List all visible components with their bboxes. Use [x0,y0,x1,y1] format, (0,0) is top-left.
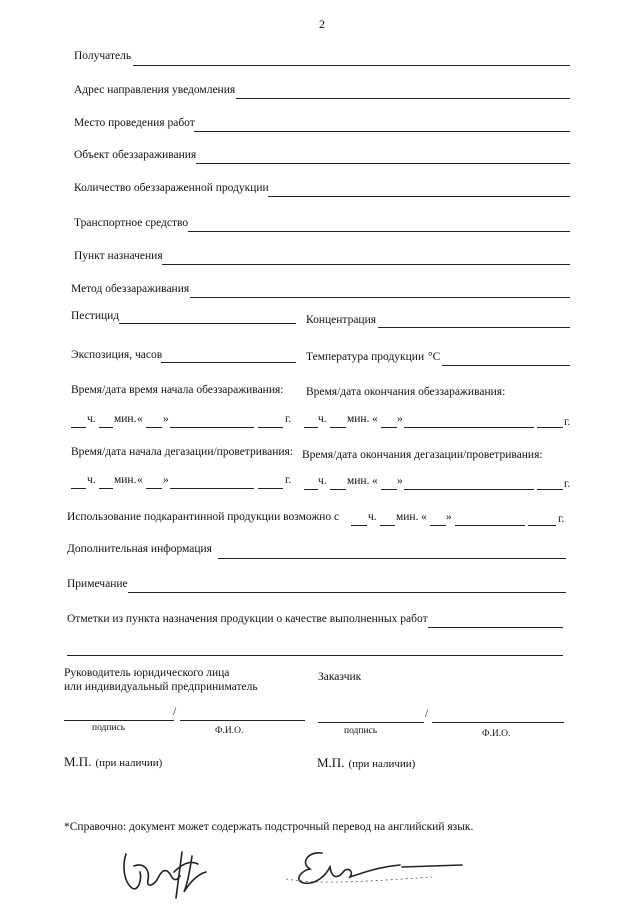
month-field[interactable] [404,489,534,490]
recipient-field[interactable] [133,65,570,66]
quantity-label: Количество обеззараженной продукции [74,182,269,194]
pesticide-label: Пестицид [71,310,120,322]
year-field[interactable] [537,427,563,428]
pesticide-field[interactable] [119,323,296,324]
left-stamp-label: М.П. [64,754,92,769]
left-signature-field[interactable] [64,720,174,721]
hours-label: ч. [318,475,327,487]
right-stamp-place [317,754,415,772]
hours-field[interactable] [351,525,367,526]
additional-info-field[interactable] [218,558,566,559]
hours-label: ч. [87,413,96,425]
year-label: г. [564,478,571,490]
left-stamp-place [64,753,162,771]
day-field[interactable] [381,489,397,490]
left-slash: / [173,706,177,718]
open-quote: « [372,475,378,487]
right-stamp-note: (при наличии) [348,758,416,770]
additional-info-label: Дополнительная информация [67,543,212,555]
minutes-field[interactable] [380,525,395,526]
object-field[interactable] [196,163,570,164]
start-disinfection-label: Время/дата время начала обеззараживания: [71,384,284,396]
year-field[interactable] [258,488,283,489]
open-quote: « [421,511,427,523]
minutes-label: мин. [114,413,137,425]
hours-label: ч. [87,474,96,486]
notify-address-field[interactable] [236,98,570,99]
minutes-field[interactable] [330,489,346,490]
handwritten-signature-right [282,845,482,890]
left-signature-caption: подпись [92,723,126,733]
hours-field[interactable] [304,427,318,428]
recipient-label: Получатель [74,50,132,62]
year-field[interactable] [528,525,556,526]
day-field[interactable] [381,427,397,428]
destination-label: Пункт назначения [74,250,163,262]
month-field[interactable] [170,488,254,489]
left-name-field[interactable] [180,720,305,721]
right-name-caption: Ф.И.О. [482,729,511,739]
right-signature-caption: подпись [344,726,378,736]
open-quote: « [137,474,143,486]
left-signatory-title-1: Руководитель юридического лица [64,667,230,679]
day-field[interactable] [146,427,162,428]
page-number: 2 [319,17,325,31]
hours-field[interactable] [71,427,86,428]
month-field[interactable] [170,427,254,428]
minutes-label: мин. [347,413,370,425]
concentration-label: Концентрация [306,314,377,326]
destination-marks-label: Отметки из пункта назначения продукции о качестве выполненных работ [67,613,428,625]
right-name-field[interactable] [432,722,564,723]
usage-possible-label: Использование подкарантинной продукции возможно с [67,511,340,523]
quantity-field[interactable] [268,196,570,197]
month-field[interactable] [404,427,534,428]
year-label: г. [564,416,571,428]
open-quote: « [372,413,378,425]
hours-label: ч. [368,511,377,523]
object-label: Объект обеззараживания [74,149,197,161]
hours-label: ч. [318,413,327,425]
day-field[interactable] [430,525,446,526]
method-label: Метод обеззараживания [71,283,190,295]
destination-marks-field[interactable] [428,627,563,628]
minutes-field[interactable] [330,427,346,428]
year-label: г. [558,513,565,525]
handwritten-signature-left [120,842,220,902]
end-disinfection-label: Время/дата окончания обеззараживания: [306,386,506,398]
hours-field[interactable] [304,489,318,490]
work-place-label: Место проведения работ [74,117,195,129]
start-degassing-label: Время/дата начала дегазации/проветривания: [71,446,294,458]
close-quote: » [163,474,169,486]
year-label: г. [285,413,292,425]
temperature-label: Температура продукции [306,351,425,363]
footnote: *Справочно: документ может содержать подстрочный перевод на английский язык. [64,821,474,833]
year-field[interactable] [258,427,283,428]
exposure-label: Экспозиция, часов [71,349,163,361]
left-signatory-title-2: или индивидуальный предприниматель [64,681,258,693]
minutes-label: мин. [114,474,137,486]
method-field[interactable] [190,297,570,298]
minutes-field[interactable] [99,427,113,428]
close-quote: » [397,413,403,425]
note-label: Примечание [67,578,128,590]
temperature-field[interactable] [442,365,570,366]
work-place-field[interactable] [194,131,570,132]
temperature-unit: °C [428,351,441,363]
destination-field[interactable] [162,264,570,265]
note-field[interactable] [128,592,566,593]
right-signature-field[interactable] [318,722,424,723]
minutes-label: мин. [347,475,370,487]
hours-field[interactable] [71,488,86,489]
transport-field[interactable] [188,231,570,232]
minutes-field[interactable] [99,488,113,489]
day-field[interactable] [146,488,162,489]
end-degassing-label: Время/дата окончания дегазации/проветривания: [302,449,543,461]
month-field[interactable] [455,525,525,526]
right-stamp-label: М.П. [317,755,345,770]
close-quote: » [163,413,169,425]
right-slash: / [425,708,429,720]
left-stamp-note: (при наличии) [95,757,163,769]
close-quote: » [446,511,452,523]
year-field[interactable] [537,489,563,490]
transport-label: Транспортное средство [74,217,189,229]
right-signatory-title: Заказчик [318,671,362,683]
notify-address-label: Адрес направления уведомления [74,84,236,96]
year-label: г. [285,474,292,486]
minutes-label: мин. [396,511,419,523]
exposure-field[interactable] [161,362,296,363]
concentration-field[interactable] [378,327,570,328]
open-quote: « [137,413,143,425]
destination-marks-field-line-2[interactable] [67,655,563,656]
left-name-caption: Ф.И.О. [215,726,244,736]
close-quote: » [397,475,403,487]
